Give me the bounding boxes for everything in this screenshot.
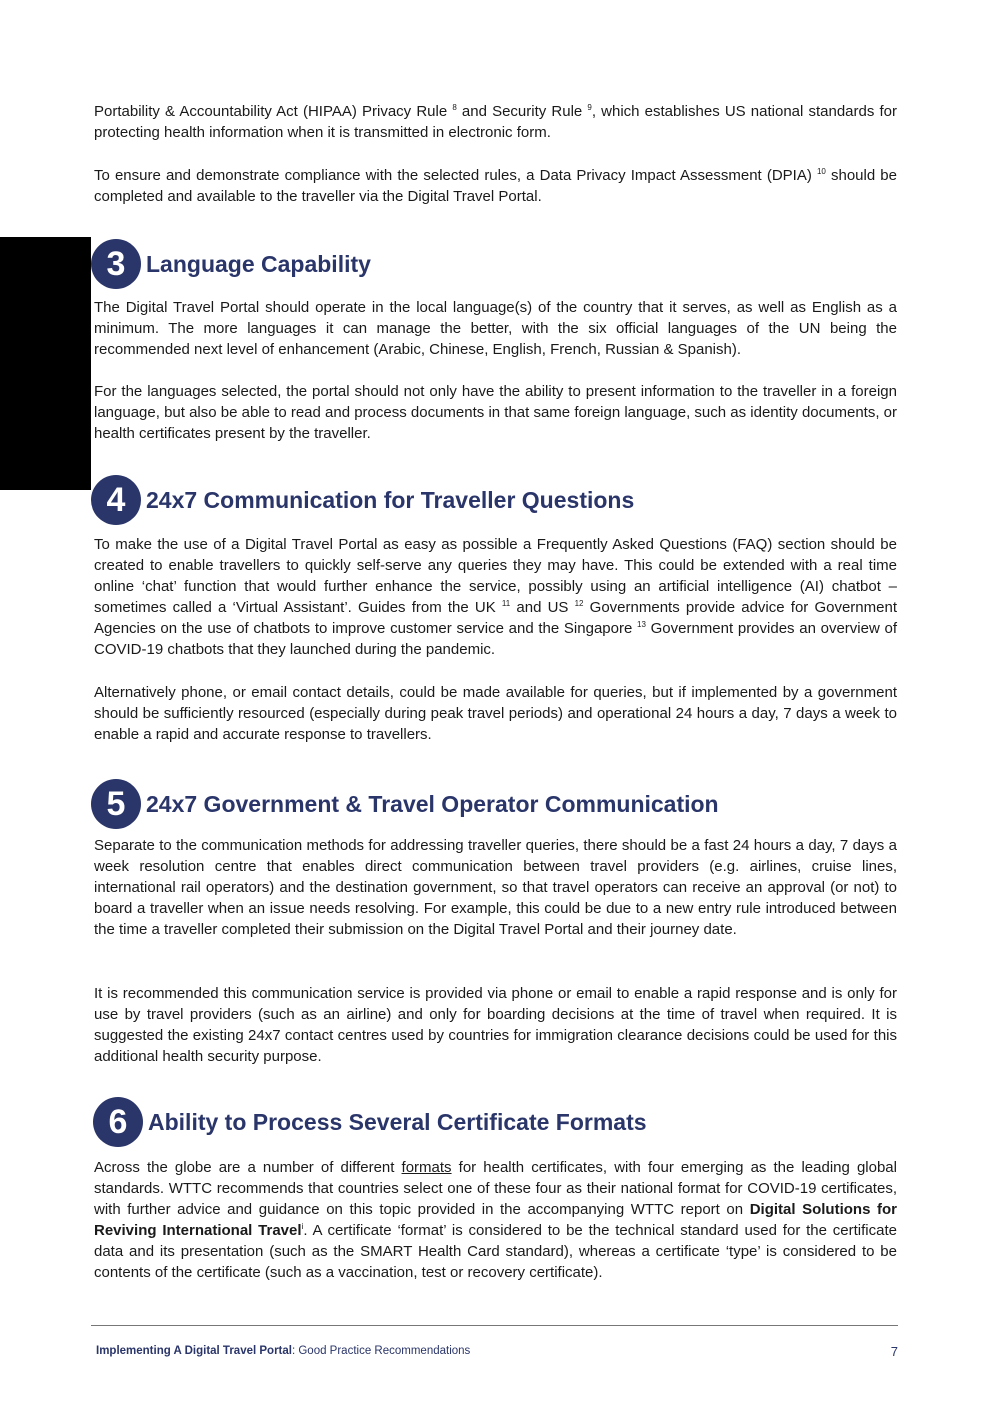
section-title: Ability to Process Several Certificate Formats (148, 1108, 647, 1135)
intro-paragraph-dpia: To ensure and demonstrate compliance with the selected rules, a Data Privacy Impact Assessment (DPIA) $^{10}$ should be completed and available to the traveller via the Digital Travel Portal. (94, 167, 897, 205)
section-6-paragraph-1: Across the globe are a number of different formats for health certificates, with four emerging as the leading global standards. WTTC recommends that countries select one of these four as their national format for COVID-19 certificates, with further advice and guidance on this topic provided in the accompanying WTTC report on Digital Solutions for Reviving International Travel$^i$. A certificate ‘format’ is considered to be the technical standard used for the certificate data and its presentation (such as the SMART Health Card standard), whereas a certificate ‘type’ is considered to be contents of the certificate (such as a vaccination, test or recovery certificate). (94, 1159, 898, 1281)
section-number-badge: 3 (91, 239, 141, 289)
page-number: 7 (890, 1344, 898, 1359)
section-number-badge: 4 (91, 475, 141, 525)
intro-paragraph-hipaa: Portability & Accountability Act (HIPAA) Privacy Rule $^8$ and Security Rule $^9$, which establishes US national standards for protecting health information when it is transmitted in electronic form. (94, 103, 898, 141)
section-number-badge: 5 (91, 779, 141, 829)
side-black-bar (0, 237, 91, 490)
formats-link[interactable]: formats (401, 1159, 452, 1176)
section-4-paragraph-1: To make the use of a Digital Travel Portal as easy as possible a Frequently Asked Questions (FAQ) section should be created to enable travellers to quickly self-serve any queries they may have. This could be extended with a real time online ‘chat’ function that would further enhance the service, possibly using an artificial intelligence (AI) chatbot – sometimes called a ‘Virtual Assistant’. Guides from the UK $^{11}$ and US $^{12}$ Governments provide advice for Government Agencies on the use of chatbots to improve customer service and the Singapore $^{13}$ Government provides an overview of COVID-19 chatbots that they launched during the pandemic. (94, 536, 898, 658)
section-3-paragraph-1: The Digital Travel Portal should operate in the local language(s) of the country that it serves, as well as English as a minimum. The more languages it can manage the better, with the six official languages of the UN being the recommended next level of enhancement (Arabic, Chinese, English, French, Russian & Spanish). (94, 299, 897, 358)
footnote-ref[interactable]: i (301, 1222, 304, 1231)
section-6-heading (93, 1096, 647, 1148)
footnote-ref[interactable]: 9 (587, 103, 592, 112)
section-number-badge: 6 (93, 1097, 143, 1147)
footnote-ref[interactable]: 8 (452, 103, 457, 112)
section-title: Language Capability (146, 250, 371, 277)
footnote-ref[interactable]: 13 (637, 620, 646, 629)
section-3-paragraph-2: For the languages selected, the portal should not only have the ability to present information to the traveller in a foreign language, but also be able to read and process documents in that same foreign language, such as identity documents, or health certificates present by the traveller. (94, 383, 898, 442)
section-5-paragraph-2: It is recommended this communication service is provided via phone or email to enable a rapid response and is only for use by travel providers (such as an airline) and only for boarding decisions at the time of travel when required. It is suggested the existing 24x7 contact centres used by countries for immigration clearance decisions could be used for this additional health security purpose. (94, 985, 897, 1065)
footnote-ref[interactable]: 10 (816, 167, 826, 176)
footer-divider (91, 1325, 898, 1326)
report-title: Digital Solutions for Reviving International Travel (94, 1201, 898, 1239)
footnote-ref[interactable]: 11 (501, 599, 511, 608)
section-4-paragraph-2: Alternatively phone, or email contact details, could be made available for queries, but if implemented by a government should be sufficiently resourced (especially during peak travel periods) and operational 24 hours a day, 7 days a week to enable a rapid and accurate response to travellers. (94, 684, 897, 743)
section-title: 24x7 Communication for Traveller Questions (146, 486, 635, 513)
section-5-paragraph-1: Separate to the communication methods for addressing traveller queries, there should be a fast 24 hours a day, 7 days a week resolution centre that enables direct communication between travel providers (e.g. airlines, cruise lines, international rail operators) and the destination government, so that travel operators can receive an approval (or not) to board a traveller when an issue needs resolving. For example, this could be due to a new entry rule introduced between the time a traveller completed their submission on the Digital Travel Portal and their journey date. (94, 837, 897, 938)
section-4-heading (91, 474, 634, 526)
footer-document-title: Implementing A Digital Travel Portal: Good Practice Recommendations (96, 1345, 471, 1357)
section-3-heading (91, 238, 371, 290)
section-title: 24x7 Government & Travel Operator Communication (146, 790, 719, 817)
footnote-ref[interactable]: 12 (574, 599, 584, 608)
section-5-heading (91, 778, 719, 830)
